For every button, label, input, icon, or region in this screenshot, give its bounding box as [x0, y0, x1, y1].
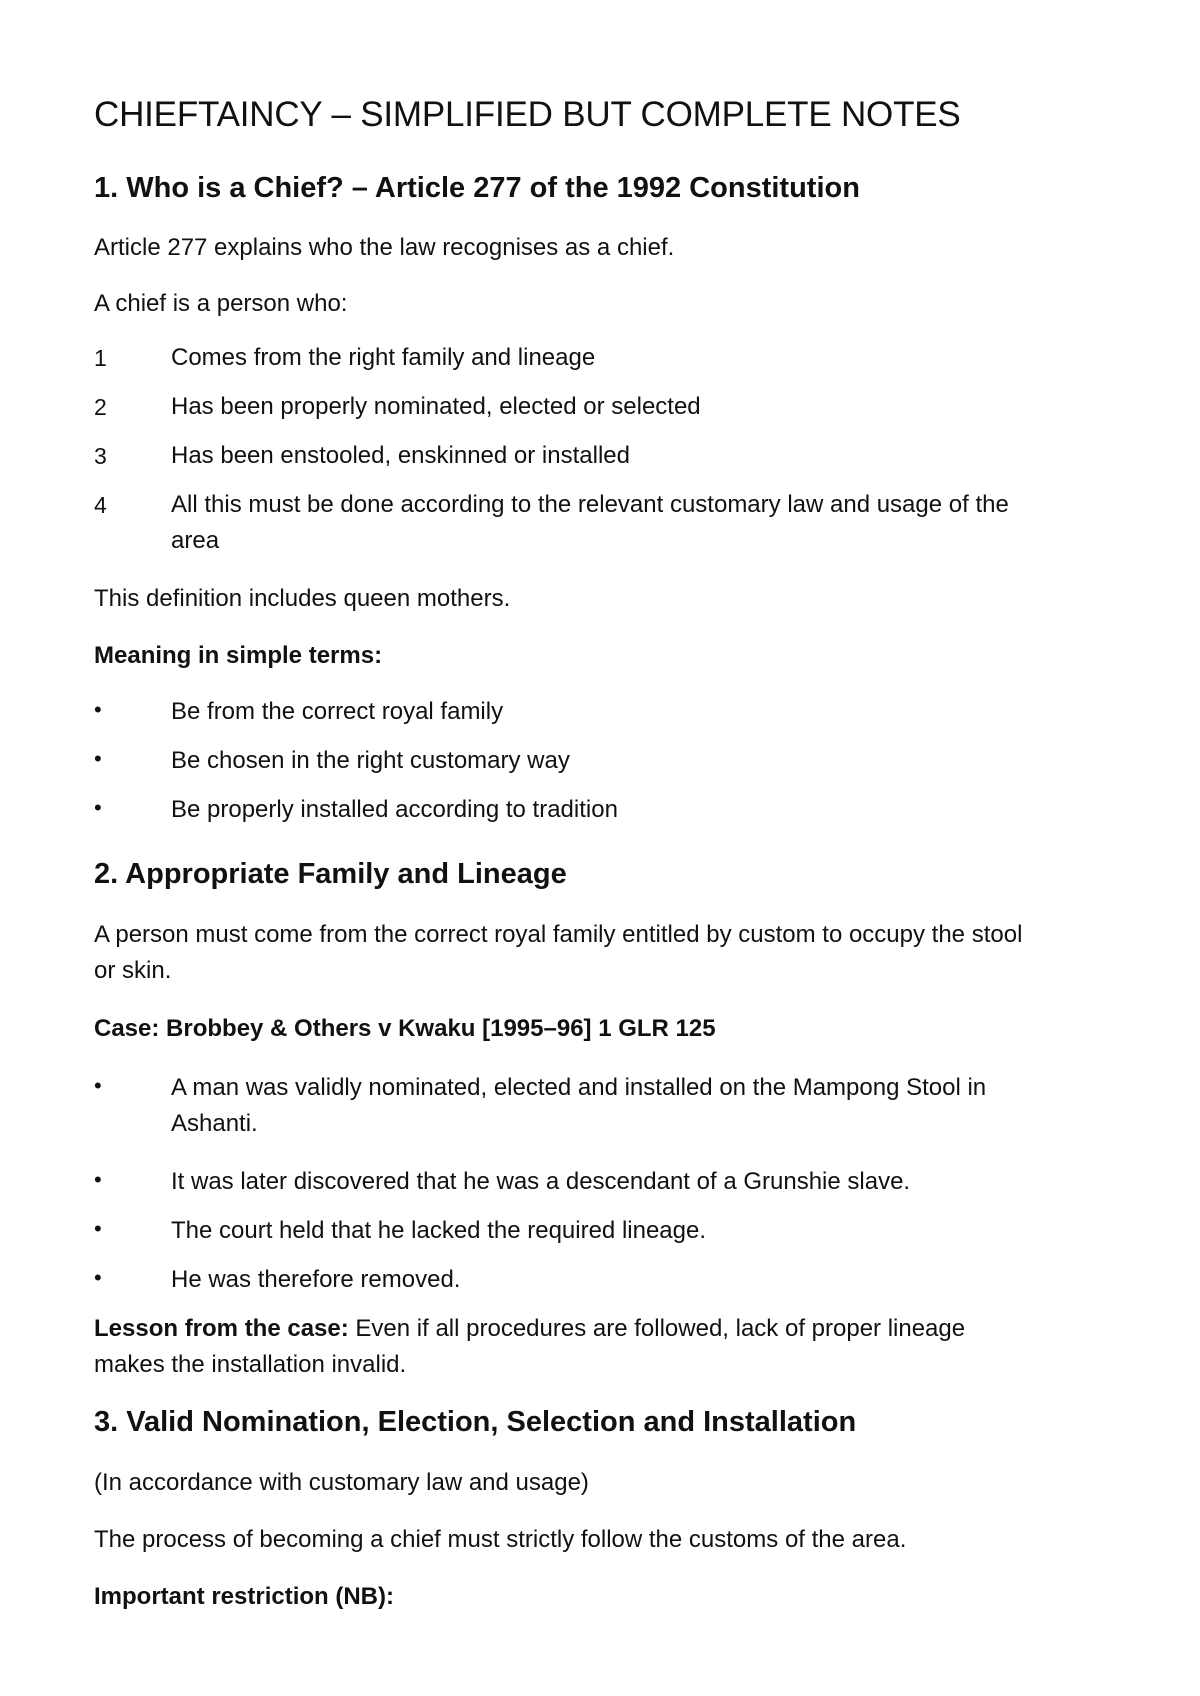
section-1-lead: A chief is a person who: [94, 290, 348, 317]
list-item: It was later discovered that he was a descendant of a Grunshie slave. [171, 1168, 911, 1195]
list-item: Has been properly nominated, elected or selected [171, 393, 701, 420]
bullet-icon: • [94, 697, 102, 722]
list-item: Be properly installed according to tradition [171, 796, 618, 823]
list-item: A man was validly nominated, elected and installed on the Mampong Stool in [171, 1074, 987, 1101]
bullet-icon: • [94, 1216, 102, 1241]
list-number: 2 [94, 394, 107, 420]
list-item: He was therefore removed. [171, 1266, 461, 1293]
list-number: 1 [94, 345, 107, 371]
list-number: 4 [94, 492, 107, 518]
section-2-paragraph: A person must come from the correct royal family entitled by custom to occupy the stool [94, 921, 1023, 948]
bullet-icon: • [94, 746, 102, 771]
list-item: The court held that he lacked the required lineage. [171, 1217, 707, 1244]
list-item-continuation: Ashanti. [171, 1110, 258, 1137]
lesson-paragraph-continuation: makes the installation invalid. [94, 1351, 407, 1378]
bullet-icon: • [94, 1073, 102, 1098]
restriction-heading: Important restriction (NB): [94, 1583, 394, 1610]
lesson-paragraph [94, 1311, 965, 1347]
list-item-continuation: area [171, 527, 220, 554]
list-number: 3 [94, 443, 107, 469]
list-item: Be chosen in the right customary way [171, 747, 570, 774]
section-1-heading: 1. Who is a Chief? – Article 277 of the 1992 Constitution [94, 172, 860, 204]
meaning-heading: Meaning in simple terms: [94, 642, 383, 669]
lesson-text: Even if all procedures are followed, lack of proper lineage [348, 1315, 966, 1342]
section-2-heading: 2. Appropriate Family and Lineage [94, 858, 567, 890]
document-title: CHIEFTAINCY – SIMPLIFIED BUT COMPLETE NOTES [94, 95, 961, 134]
list-item: Has been enstooled, enskinned or installed [171, 442, 630, 469]
section-1-intro: Article 277 explains who the law recognises as a chief. [94, 234, 675, 261]
section-2-paragraph-continuation: or skin. [94, 957, 172, 984]
section-3-paragraph: The process of becoming a chief must strictly follow the customs of the area. [94, 1526, 907, 1553]
section-3-heading: 3. Valid Nomination, Election, Selection and Installation [94, 1406, 857, 1438]
bullet-icon: • [94, 795, 102, 820]
bullet-icon: • [94, 1167, 102, 1192]
section-3-subtitle: (In accordance with customary law and usage) [94, 1469, 589, 1496]
list-item: All this must be done according to the relevant customary law and usage of the [171, 491, 1009, 518]
list-item: Be from the correct royal family [171, 698, 504, 725]
bullet-icon: • [94, 1265, 102, 1290]
case-heading: Case: Brobbey & Others v Kwaku [1995–96] 1 GLR 125 [94, 1015, 716, 1042]
list-item: Comes from the right family and lineage [171, 344, 596, 371]
section-1-note: This definition includes queen mothers. [94, 585, 511, 612]
lesson-label: Lesson from the case: [94, 1315, 349, 1342]
